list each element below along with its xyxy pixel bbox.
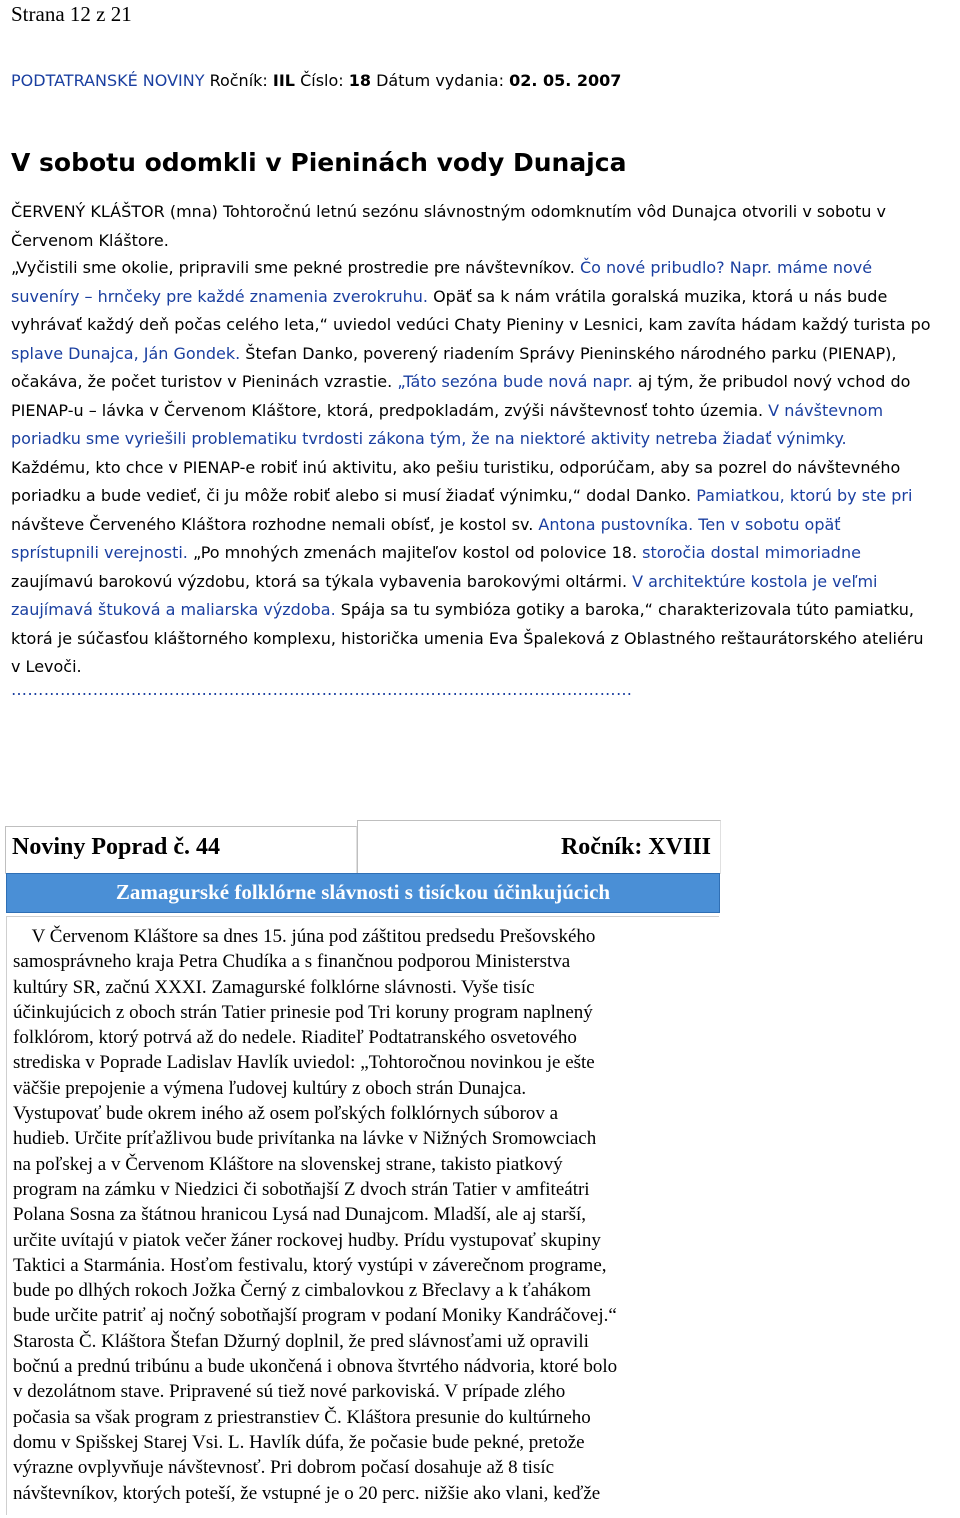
clipping-line: Polana Sosna za štátnou hranicou Lysá nad Dunajcom. Mladší, ale aj starší, bbox=[13, 1204, 587, 1226]
body-line bbox=[11, 454, 931, 483]
clipping-article bbox=[6, 916, 719, 1515]
clipping-line: samosprávneho kraja Petra Chudíka a s finančnou podporou Ministerstva bbox=[13, 951, 571, 973]
body-line bbox=[11, 568, 931, 597]
article-lead bbox=[11, 198, 886, 255]
body-text: „Po mnohých zmenách majiteľov kostol od polovice 18. bbox=[192, 543, 643, 562]
body-text: zaujímavú barokovú výzdobu, ktorá sa týkala vybavenia barokovými oltármi. bbox=[11, 571, 633, 591]
body-text: návšteve Červeného Kláštora rozhodne nemali obísť, je kostol sv. bbox=[11, 514, 539, 534]
highlighted-text: „Táto sezóna bude nová napr. bbox=[397, 372, 633, 391]
clipping-line: Taktici a Starmánia. Hosťom festivalu, ktorý vystúpi v záverečnom programe, bbox=[13, 1254, 607, 1276]
highlighted-text: Pamiatkou, ktorú by ste pri bbox=[696, 486, 913, 505]
body-text: Spája sa tu symbióza gotiky a baroka,“ charakterizovala túto pamiatku, bbox=[340, 600, 915, 619]
datum-label: Dátum vydania: bbox=[371, 71, 510, 90]
masthead bbox=[11, 71, 621, 90]
body-line bbox=[11, 368, 931, 397]
separator-dots: …………………………………………………………………………………………………… bbox=[11, 680, 633, 699]
highlighted-text: splave Dunajca, Ján Gondek. bbox=[11, 343, 246, 363]
clipping-year: Ročník: XVIII bbox=[560, 834, 711, 860]
body-text: Každému, kto chce v PIENAP-e robiť inú aktivitu, ako pešiu turistiku, odporúčam, aby sa pozrel do návštevného bbox=[11, 457, 901, 477]
newspaper-clipping bbox=[5, 820, 719, 1514]
body-line bbox=[11, 397, 931, 426]
rocnik-label: Ročník: bbox=[204, 71, 273, 90]
highlighted-text: V architektúre kostola je veľmi bbox=[632, 571, 878, 591]
highlighted-text: V návštevnom bbox=[768, 400, 884, 420]
clipping-line: folklórom, ktorý potrvá až do nedele. Riaditeľ Podtatranského osvetového bbox=[13, 1027, 577, 1049]
highlighted-text: storočia dostal mimoriadne bbox=[642, 543, 861, 562]
highlighted-text: sprístupnili verejnosti. bbox=[11, 543, 193, 562]
lead-line: ČERVENÝ KLÁŠTOR (mna) Tohtoročnú letnú sezónu slávnostným odomknutím vôd Dunajca otvorili v sobotu v bbox=[11, 202, 886, 221]
body-line bbox=[11, 511, 931, 540]
clipping-line: návštevníkov, ktorých poteší, že vstupné je o 20 perc. nižšie ako vlani, keďže bbox=[13, 1482, 601, 1504]
publication-name: PODTATRANSKÉ NOVINY bbox=[11, 71, 205, 90]
body-line bbox=[11, 425, 931, 454]
clipping-line: kultúry SR, začnú XXXI. Zamagurské folklórne slávnosti. Vyše tisíc bbox=[13, 976, 535, 998]
highlighted-text: poriadku sme vyriešili problematiku tvrdosti zákona tým, že na niektoré aktivity netreba žiadať výnimky. bbox=[11, 429, 847, 448]
clipping-line: väčšie prepojenie a výmena ľudovej kultúry z oboch strán Dunajca. bbox=[13, 1077, 527, 1099]
clipping-line: výrazne ovplyvňuje návštevnosť. Pri dobrom počasí dosahuje až 8 tisíc bbox=[13, 1457, 555, 1479]
highlighted-text: Čo nové pribudlo? Napr. máme nové bbox=[579, 258, 873, 277]
cislo-value: 18 bbox=[348, 71, 372, 90]
clipping-newspaper-name: Noviny Poprad č. 44 bbox=[12, 834, 221, 860]
clipping-line: domu v Spišskej Starej Vsi. L. Havlík dúfa, že počasie bude pekné, pretože bbox=[13, 1431, 585, 1453]
body-text: Opäť sa k nám vrátila goralská muzika, ktorá u nás bude bbox=[433, 286, 888, 306]
clipping-line: Vystupovať bude okrem iného až osem poľských folklórnych súborov a bbox=[13, 1103, 559, 1125]
body-text: poriadku a bude vedieť, či ju môže robiť alebo si musí žiadať výnimku,“ dodal Danko. bbox=[11, 486, 697, 505]
clipping-line: Starosta Č. Kláštora Štefan Džurný doplnil, že pred slávnosťami už opravili bbox=[13, 1330, 589, 1352]
clipping-line: bočnú a prednú tribúnu a bude ukončená i obnova štvrtého nádvoria, ktoré bolo bbox=[13, 1356, 618, 1378]
rocnik-value: IIL bbox=[272, 71, 295, 90]
body-line bbox=[11, 340, 931, 369]
body-text: „Vyčistili sme okolie, pripravili sme pekné prostredie pre návštevníkov. bbox=[11, 258, 580, 277]
clipping-title-banner bbox=[6, 873, 720, 913]
cislo-label: Číslo: bbox=[295, 71, 349, 90]
clipping-line: program na zámku v Niedzici či sobotňajší Z dvoch strán Tatier v amfiteátri bbox=[13, 1178, 590, 1200]
body-text: očakáva, že počet turistov v Pieninách vzrastie. bbox=[11, 372, 398, 391]
article-body bbox=[11, 254, 931, 682]
body-line bbox=[11, 283, 931, 312]
clipping-title: Zamagurské folklórne slávnosti s tisíckou účinkujúcich bbox=[115, 880, 611, 904]
body-line bbox=[11, 625, 931, 654]
body-line bbox=[11, 539, 931, 568]
clipping-line: bude určite patriť aj nočný sobotňajší program v podaní Moniky Kandráčovej.“ bbox=[13, 1305, 617, 1327]
body-line bbox=[11, 596, 931, 625]
body-text: Štefan Danko, poverený riadením Správy Pieninského národného parku (PIENAP), bbox=[245, 343, 897, 363]
highlighted-text: zaujímavá štuková a maliarska výzdoba. bbox=[11, 600, 341, 619]
clipping-line: počasia sa však program z priestranstiev Č. Kláštora presunie do kultúrneho bbox=[13, 1406, 591, 1428]
body-text: aj tým, že pribudol nový vchod do bbox=[632, 372, 911, 391]
body-line bbox=[11, 482, 931, 511]
body-text: vyhrávať každý deň počas celého leta,“ uviedol vedúci Chaty Pieniny v Lesnici, kam zavíta hádam každý turista po bbox=[11, 315, 931, 334]
datum-value: 02. 05. 2007 bbox=[509, 71, 622, 90]
page-number: Strana 12 z 21 bbox=[11, 2, 132, 26]
highlighted-text: Antona pustovníka. Ten v sobotu opäť bbox=[538, 514, 841, 534]
lead-line: Červenom Kláštore. bbox=[11, 230, 169, 250]
body-line bbox=[11, 311, 931, 340]
body-text: v Levoči. bbox=[11, 657, 82, 676]
clipping-line: V Červenom Kláštore sa dnes 15. júna pod záštitou predsedu Prešovského bbox=[13, 926, 596, 947]
body-line bbox=[11, 653, 931, 682]
body-text: PIENAP-u – lávka v Červenom Kláštore, ktorá, predpokladám, zvýši návštevnosť tohto územia. bbox=[11, 400, 769, 420]
body-text: ktorá je súčasťou kláštorného komplexu, historička umenia Eva Špaleková z Oblastného reštaurátorského ateliéru bbox=[11, 628, 924, 648]
body-line bbox=[11, 254, 931, 283]
clipping-line: strediska v Poprade Ladislav Havlík uviedol: „Tohtoročnou novinkou je ešte bbox=[13, 1052, 595, 1074]
highlighted-text: suveníry – hrnčeky pre každé znamenia zverokruhu. bbox=[11, 286, 434, 306]
clipping-line: hudieb. Určite príťažlivou bude privítanka na lávke v Nižných Sromowciach bbox=[13, 1128, 597, 1150]
clipping-article-text bbox=[13, 924, 617, 1506]
clipping-line: bude po dlhých rokoch Jožka Černý z cimbalovkou z Břeclavy a k ťahákom bbox=[13, 1280, 591, 1302]
clipping-line: účinkujúcich z oboch strán Tatier prinesie pod Tri koruny program naplnený bbox=[13, 1001, 593, 1023]
clipping-line: určite uvítajú v piatok večer žáner rockovej hudby. Prídu vystupovať skupiny bbox=[13, 1229, 601, 1251]
clipping-line: na poľskej a v Červenom Kláštore na slovenskej strane, takisto piatkový bbox=[13, 1153, 563, 1175]
clipping-line: v dezolátnom stave. Pripravené sú tiež nové parkoviská. V prípade zlého bbox=[13, 1381, 566, 1403]
article-headline: V sobotu odomkli v Pieninách vody Dunajca bbox=[11, 148, 627, 177]
